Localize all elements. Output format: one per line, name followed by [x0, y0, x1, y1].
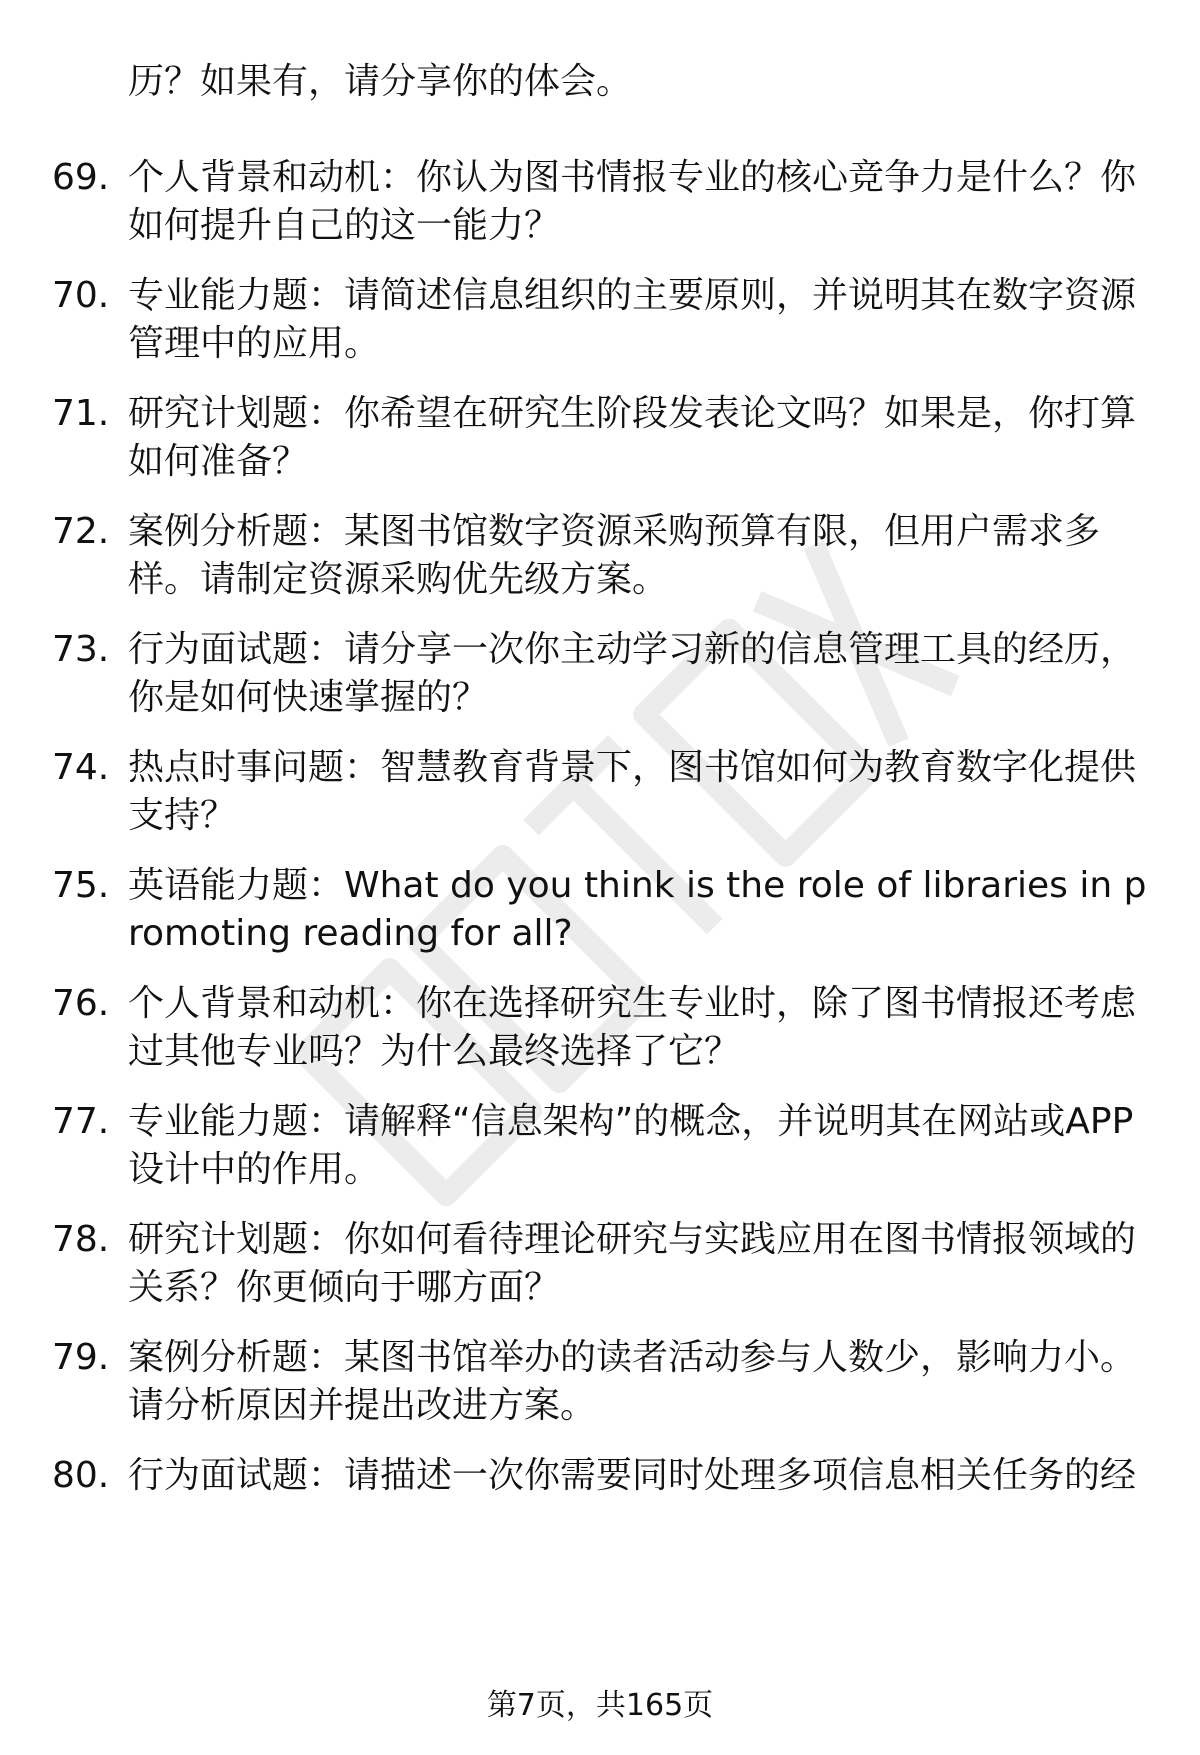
list-item: [0, 744, 1200, 862]
list-item: [0, 58, 1200, 154]
list-item: [0, 390, 1200, 508]
item-number: 76.: [52, 983, 110, 1024]
item-text: 历？如果有，请分享你的体会。: [128, 61, 633, 102]
item-number: 72.: [52, 511, 110, 552]
list-item: [0, 1098, 1200, 1216]
list-item: [0, 154, 1200, 272]
item-text: 专业能力题：请解释“信息架构”的概念，并说明其在网站或APP设计中的作用。: [128, 1101, 1134, 1190]
list-item: [0, 1452, 1200, 1512]
list-item: [0, 1334, 1200, 1452]
list-item: [0, 272, 1200, 390]
item-number: 77.: [52, 1101, 110, 1142]
list-item: [0, 626, 1200, 744]
item-text: 专业能力题：请简述信息组织的主要原则，并说明其在数字资源管理中的应用。: [128, 275, 1137, 364]
item-text: 案例分析题：某图书馆举办的读者活动参与人数少，影响力小。请分析原因并提出改进方案。: [128, 1337, 1137, 1426]
item-number: 73.: [52, 629, 110, 670]
item-text: 热点时事问题：智慧教育背景下，图书馆如何为教育数字化提供支持？: [128, 747, 1137, 836]
item-number: 75.: [52, 865, 110, 906]
item-text: 英语能力题：What do you think is the role of libraries in promoting reading for all?: [128, 865, 1147, 954]
item-number: 79.: [52, 1337, 110, 1378]
item-text: 个人背景和动机：你在选择研究生专业时，除了图书情报还考虑过其他专业吗？为什么最终选择了它？: [128, 983, 1137, 1072]
page-footer: 第7页，共165页: [486, 1688, 714, 1723]
item-number: 74.: [52, 747, 110, 788]
item-text: 研究计划题：你如何看待理论研究与实践应用在图书情报领域的关系？你更倾向于哪方面？: [128, 1219, 1137, 1308]
list-item: [0, 862, 1200, 980]
item-text: 行为面试题：请描述一次你需要同时处理多项信息相关任务的经: [128, 1455, 1137, 1496]
item-text: 研究计划题：你希望在研究生阶段发表论文吗？如果是，你打算如何准备？: [128, 393, 1137, 482]
item-number: 78.: [52, 1219, 110, 1260]
item-number: 69.: [52, 157, 110, 198]
item-number: 80.: [52, 1455, 110, 1496]
item-number: 70.: [52, 275, 110, 316]
item-text: 行为面试题：请分享一次你主动学习新的信息管理工具的经历，你是如何快速掌握的？: [128, 629, 1137, 718]
list-item: [0, 508, 1200, 626]
item-text: 个人背景和动机：你认为图书情报专业的核心竞争力是什么？你如何提升自己的这一能力？: [128, 157, 1137, 246]
item-text: 案例分析题：某图书馆数字资源采购预算有限，但用户需求多样。请制定资源采购优先级方案。: [128, 511, 1101, 600]
list-item: [0, 1216, 1200, 1334]
item-number: 71.: [52, 393, 110, 434]
list-item: [0, 980, 1200, 1098]
question-list: [0, 58, 1200, 1512]
